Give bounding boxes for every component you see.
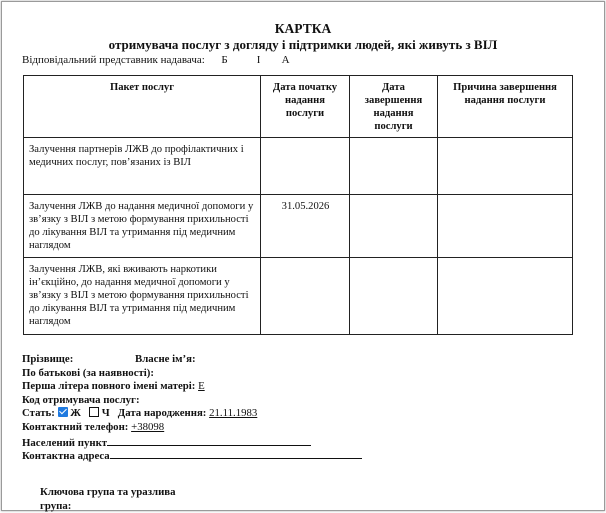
package-cell: Залучення ЛЖВ до надання медичної допомоги у зв’язку з ВІЛ з метою формування прихильності до лікування ВІЛ та утримання під медичним наглядом (24, 195, 261, 258)
key-group-label-line-2: група: (40, 500, 72, 512)
male-label: Ч (101, 407, 110, 420)
recipient-code-label: Код отримувача послуг: (22, 393, 140, 406)
document-title: КАРТКА (274, 21, 332, 36)
representative-letter-1: Б (221, 54, 228, 66)
representative-label: Відповідальний представник надавача: (22, 54, 205, 66)
table-row (24, 138, 573, 195)
phone-line (22, 421, 582, 435)
female-checkbox[interactable] (58, 407, 68, 417)
recipient-code-line (22, 394, 582, 408)
settlement-line (22, 435, 582, 449)
end-reason-cell[interactable] (438, 258, 573, 335)
settlement-label: Населений пункт (22, 436, 108, 449)
sex-label: Стать: (22, 407, 55, 420)
table-row (24, 258, 573, 335)
male-checkbox[interactable] (89, 407, 99, 417)
document-page (1, 1, 605, 511)
end-date-cell[interactable] (350, 195, 438, 258)
representative-letter-3: А (281, 54, 290, 66)
sex-dob-line (22, 407, 582, 421)
given-name-label: Власне ім’я: (135, 353, 196, 365)
key-group-label (40, 485, 176, 513)
dob-value[interactable]: 21.11.1983 (209, 407, 258, 420)
end-date-cell[interactable] (350, 138, 438, 195)
mother-initial-label: Перша літера повного імені матері: (22, 380, 196, 393)
table-header-row (24, 76, 573, 138)
end-reason-cell[interactable] (438, 138, 573, 195)
services-table (23, 75, 573, 335)
start-date-cell[interactable] (261, 138, 350, 195)
end-reason-cell[interactable] (438, 195, 573, 258)
recipient-fields (22, 353, 582, 462)
address-field[interactable] (110, 448, 362, 459)
settlement-field[interactable] (107, 435, 311, 446)
column-header-end-date: Дата завершення надання послуги (350, 76, 438, 138)
address-line (22, 448, 582, 462)
representative-line (22, 54, 296, 67)
mother-initial-line (22, 380, 582, 394)
end-date-cell[interactable] (350, 258, 438, 335)
column-header-package: Пакет послуг (24, 76, 261, 138)
phone-value[interactable]: +38098 (131, 420, 165, 433)
start-date-cell[interactable] (261, 258, 350, 335)
phone-label: Контактний телефон: (22, 420, 129, 433)
mother-initial-value[interactable]: Е (198, 380, 205, 393)
package-cell: Залучення ЛЖВ, які вживають наркотики ін’єкційно, до надання медичної допомоги у зв’язку з ВІЛ з метою формування прихильності до лікування ВІЛ та утримання під медичним наглядом (24, 258, 261, 335)
dob-label: Дата народження: (117, 407, 207, 420)
address-label: Контактна адреса (22, 450, 110, 463)
name-line (22, 353, 582, 367)
key-group-label-line-1: Ключова група та уразлива (40, 486, 176, 498)
column-header-start-date: Дата початку надання послуги (261, 76, 350, 138)
female-label: Ж (70, 407, 81, 420)
surname-label: Прізвище: (22, 353, 74, 365)
package-cell: Залучення партнерів ЛЖВ до профілактичних і медичних послуг, пов’язаних із ВІЛ (24, 138, 261, 195)
representative-letter-2: І (256, 54, 261, 66)
patronymic-label: По батькові (за наявності): (22, 366, 154, 379)
column-header-end-reason: Причина завершення надання послуги (438, 76, 573, 138)
table-row (24, 195, 573, 258)
start-date-cell[interactable]: 31.05.2026 (261, 195, 350, 258)
patronymic-line (22, 367, 582, 381)
document-subtitle: отримувача послуг з догляду і підтримки людей, які живуть з ВІЛ (108, 37, 498, 52)
